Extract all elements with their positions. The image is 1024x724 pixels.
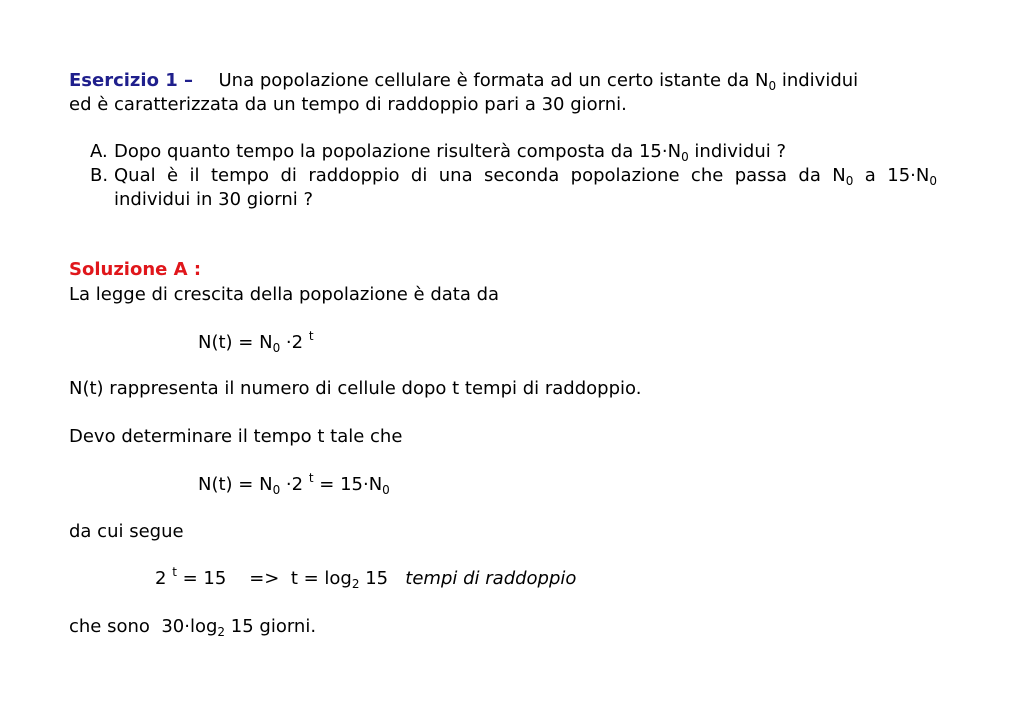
formula-3-exponent: t <box>172 565 177 579</box>
exercise-intro-end: individui <box>776 70 859 91</box>
question-a-text-2: individui ? <box>688 141 787 162</box>
formula-2-mid: ·2 <box>280 474 309 495</box>
formula-2-rhs: = 15·N <box>313 474 383 495</box>
solution-follows: da cui segue <box>69 521 184 542</box>
solution-conclusion <box>69 616 316 638</box>
question-a-marker: A. <box>90 141 108 162</box>
solution-law-intro: La legge di crescita della popolazione è data da <box>69 284 500 305</box>
question-b-text-2: a 15·N <box>853 165 930 186</box>
formula-3-equation: = 15 => t = log <box>176 568 352 589</box>
formula-1-lhs: N(t) = N <box>198 332 273 353</box>
solution-explanation: N(t) rappresenta il numero di cellule dopo t tempi di raddoppio. <box>69 378 642 399</box>
question-b-text-1: Qual è il tempo di raddoppio di una seconda popolazione che passa da N <box>114 165 846 186</box>
conclusion-text-1: che sono 30·log <box>69 616 218 637</box>
exercise-statement-line-1 <box>69 70 937 92</box>
question-b-marker: B. <box>90 165 109 186</box>
question-b-subscript-2: 0 <box>929 174 937 188</box>
question-a-text-1: Dopo quanto tempo la popolazione risulterà composta da 15·N <box>114 141 682 162</box>
exercise-intro-subscript: 0 <box>768 79 777 93</box>
formula-3-log-base: 2 <box>351 577 360 591</box>
question-a-text <box>114 141 786 163</box>
conclusion-log-base: 2 <box>217 625 226 639</box>
formula-equation <box>198 471 390 497</box>
question-b-text-line-1 <box>114 165 937 187</box>
formula-1-subscript: 0 <box>272 341 281 355</box>
formula-1-mid: ·2 <box>280 332 309 353</box>
conclusion-text-2: 15 giorni. <box>225 616 317 637</box>
formula-growth-law <box>198 329 314 355</box>
solution-determine: Devo determinare il tempo t tale che <box>69 426 403 447</box>
solution-title: Soluzione A : <box>69 259 202 280</box>
question-b-subscript-1: 0 <box>845 174 854 188</box>
formula-2-lhs: N(t) = N <box>198 474 273 495</box>
exercise-intro-text: Una popolazione cellulare è formata ad un certo istante da N <box>218 70 769 91</box>
formula-2-exponent: t <box>308 471 314 485</box>
formula-logarithm <box>155 565 577 591</box>
formula-1-exponent: t <box>308 329 314 343</box>
formula-3-rest: 15 <box>359 568 406 589</box>
formula-2-subscript-2: 0 <box>382 483 390 497</box>
formula-2-subscript-1: 0 <box>272 483 281 497</box>
exercise-statement-line-2: ed è caratterizzata da un tempo di raddoppio pari a 30 giorni. <box>69 94 627 115</box>
exercise-title: Esercizio 1 – <box>69 70 194 91</box>
formula-3-note: tempi di raddoppio <box>405 568 577 589</box>
question-a-subscript: 0 <box>681 150 689 164</box>
question-b-text-line-2: individui in 30 giorni ? <box>114 189 314 210</box>
formula-3-base: 2 <box>155 568 173 589</box>
